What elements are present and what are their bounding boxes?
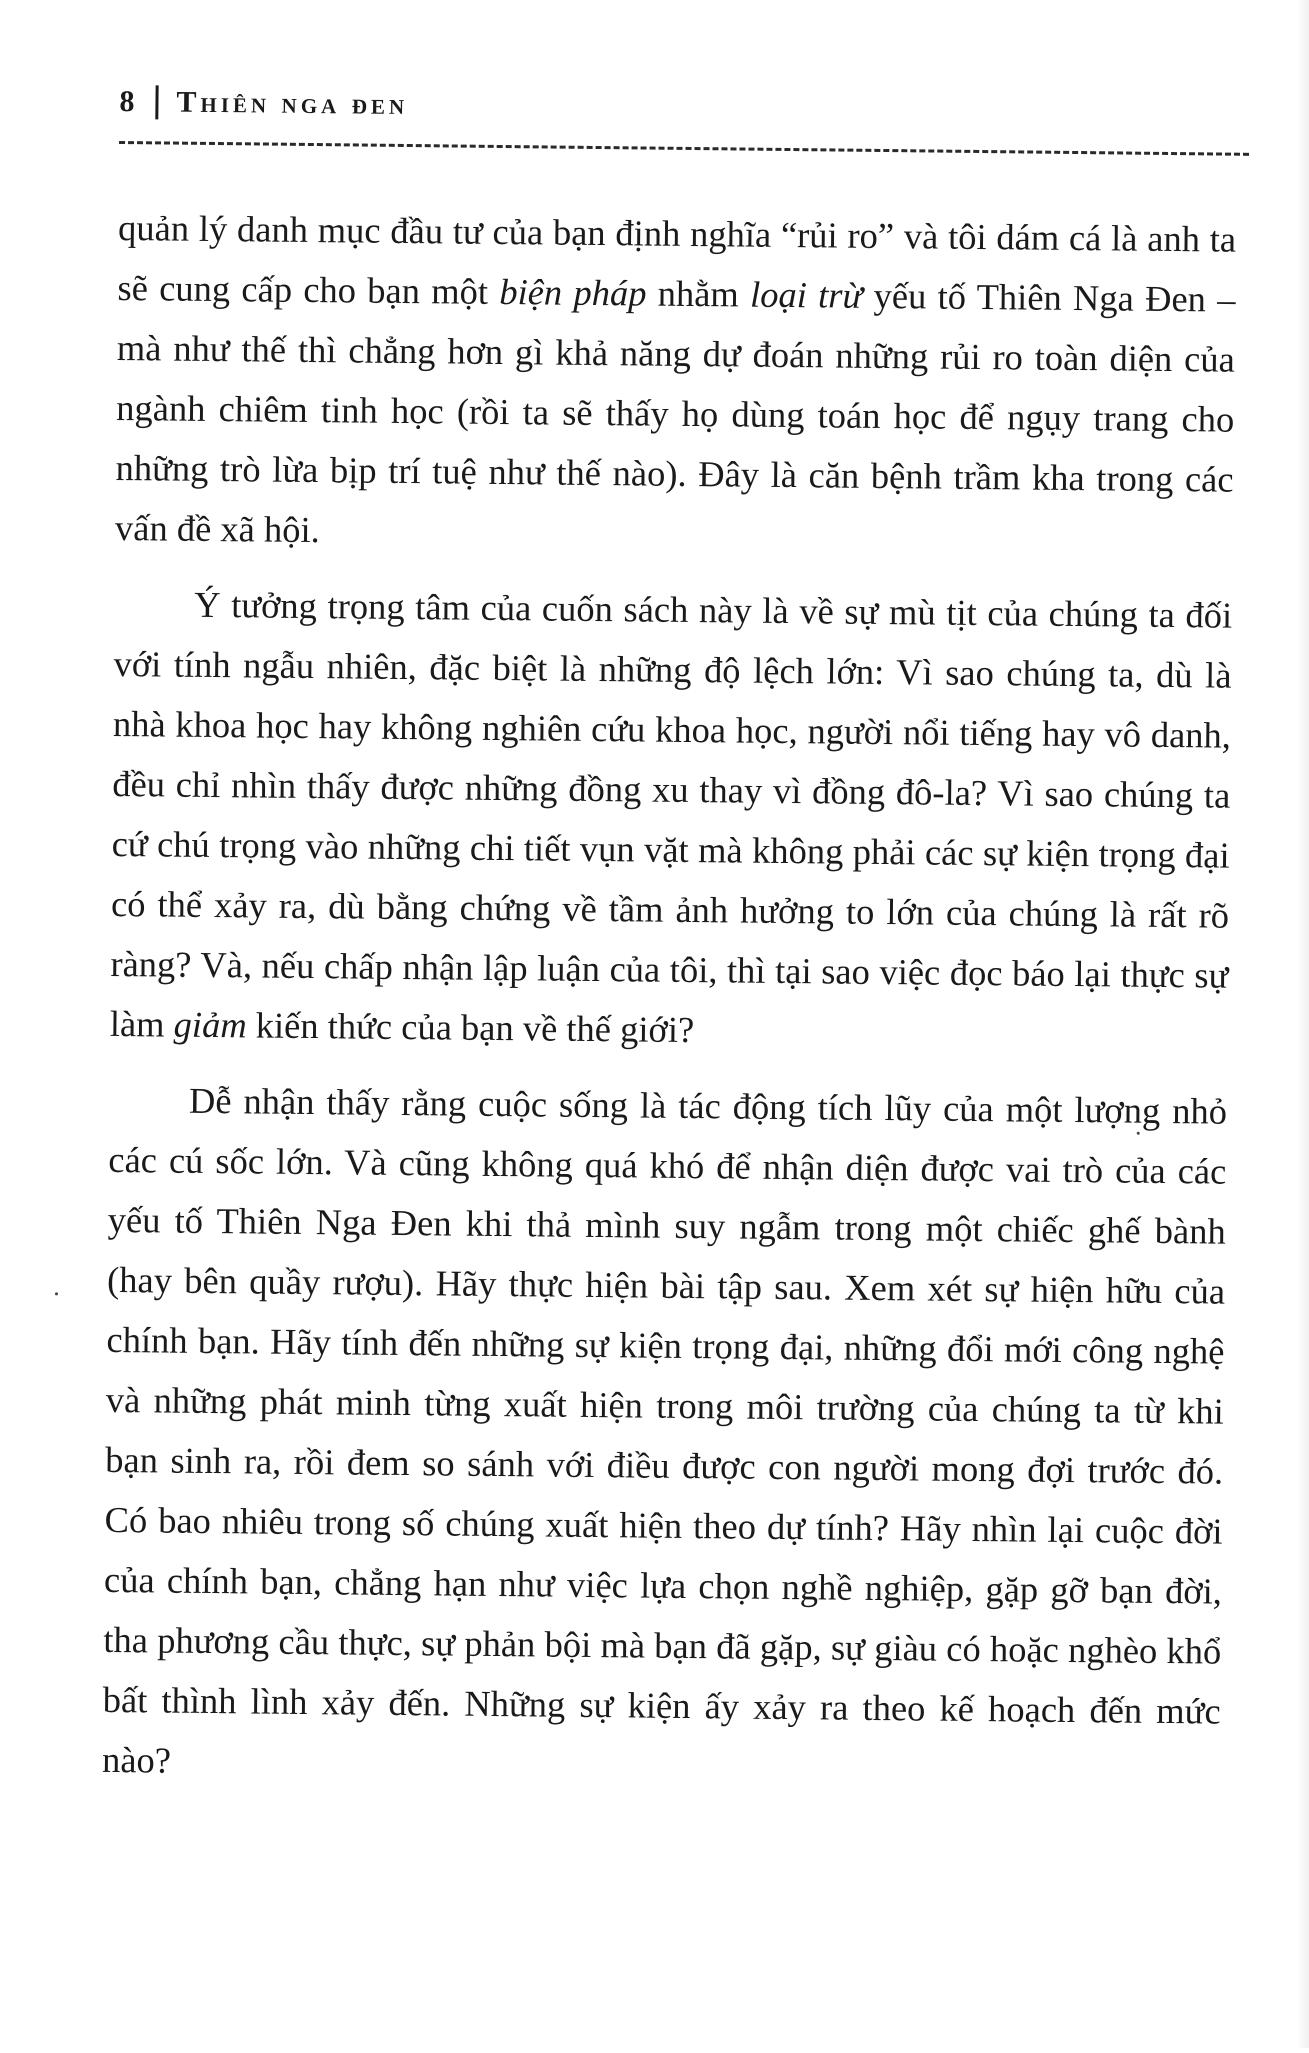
page-edge-shadow bbox=[1297, 0, 1309, 2048]
text-run: Dễ nhận thấy rằng cuộc sống là tác động tích lũy của một lượng nhỏ các cú sốc lớn. Và cũng không quá khó để nhận diện được vai trò của các yếu tố Thiên Nga Đen khi thả mình suy ngẫm trong một chiếc ghế bành (hay bên quầy rượu). Hãy thực hiện bài tập sau. Xem xét sự hiện hữu của chính bạn. Hãy tính đến những sự kiện trọng đại, những đổi mới công nghệ và những phát minh từng xuất hiện trong môi trường của chúng ta từ khi bạn sinh ra, rồi đem so sánh với điều được con người mong đợi trước đó. Có bao nhiêu trong số chúng xuất hiện theo dự tính? Hãy nhìn lại cuộc đời của chính bạn, chẳng hạn như việc lựa chọn nghề nghiệp, gặp gỡ bạn đời, tha phương cầu thực, sự phản bội mà bạn đã gặp, sự giàu có hoặc nghèo khổ bất thình lình xảy đến. Những sự kiện ấy xảy ra theo kế hoạch đến mức nào? bbox=[101, 1079, 1228, 1781]
text-run: quản lý danh mục đầu tư của bạn định nghĩa “rủi ro” và tôi dám cá là anh ta sẽ cung cấp cho bạn một bbox=[117, 206, 1237, 312]
text-run: nhằm bbox=[646, 272, 751, 315]
italic-text-run: biện pháp bbox=[499, 270, 647, 314]
print-speck bbox=[55, 1292, 58, 1295]
paragraph-3 bbox=[102, 1070, 1227, 1802]
text-run: kiến thức của bạn về thế giới? bbox=[246, 1004, 695, 1051]
text-run: Ý tưởng trọng tâm của cuốn sách này là về sự mù tịt của chúng ta đối với tính ngẫu nhiên, đặc biệt là những độ lệch lớn: Vì sao chúng ta, dù là nhà khoa học hay không nghiên cứu khoa học, người nổi tiếng hay vô danh, đều chỉ nhìn thấy được những đồng xu thay vì đồng đô-la? Vì sao chúng ta cứ chú trọng vào những chi tiết vụn vặt mà không phải các sự kiện trọng đại có thể xảy ra, dù bằng chứng về tầm ảnh hưởng to lớn của chúng là rất rõ ràng? Và, nếu chấp nhận lập luận của tôi, thì tại sao việc đọc báo lại thực sự làm bbox=[109, 583, 1233, 1045]
running-title: Thiên nga đen bbox=[176, 85, 409, 122]
header-dashed-rule bbox=[119, 141, 1249, 156]
italic-text-run: loại trừ bbox=[749, 273, 863, 316]
body-text bbox=[102, 198, 1237, 1818]
running-header bbox=[119, 85, 408, 122]
text-run: yếu tố Thiên Nga Đen – mà như thế thì chẳng hơn gì khả năng dự đoán những rủi ro toàn diện của ngành chiêm tinh học (rồi ta sẽ thấy họ dùng toán học để ngụy trang cho những trò lừa bịp trí tuệ như thế nào). Đây là căn bệnh trầm kha trong các vấn đề xã hội. bbox=[114, 274, 1236, 551]
page-number: 8 bbox=[119, 84, 138, 119]
paragraph-2 bbox=[110, 574, 1233, 1066]
paragraph-1 bbox=[115, 198, 1237, 570]
header-separator bbox=[155, 85, 158, 119]
italic-text-run: giảm bbox=[173, 1003, 247, 1046]
print-speck bbox=[1137, 1132, 1140, 1135]
